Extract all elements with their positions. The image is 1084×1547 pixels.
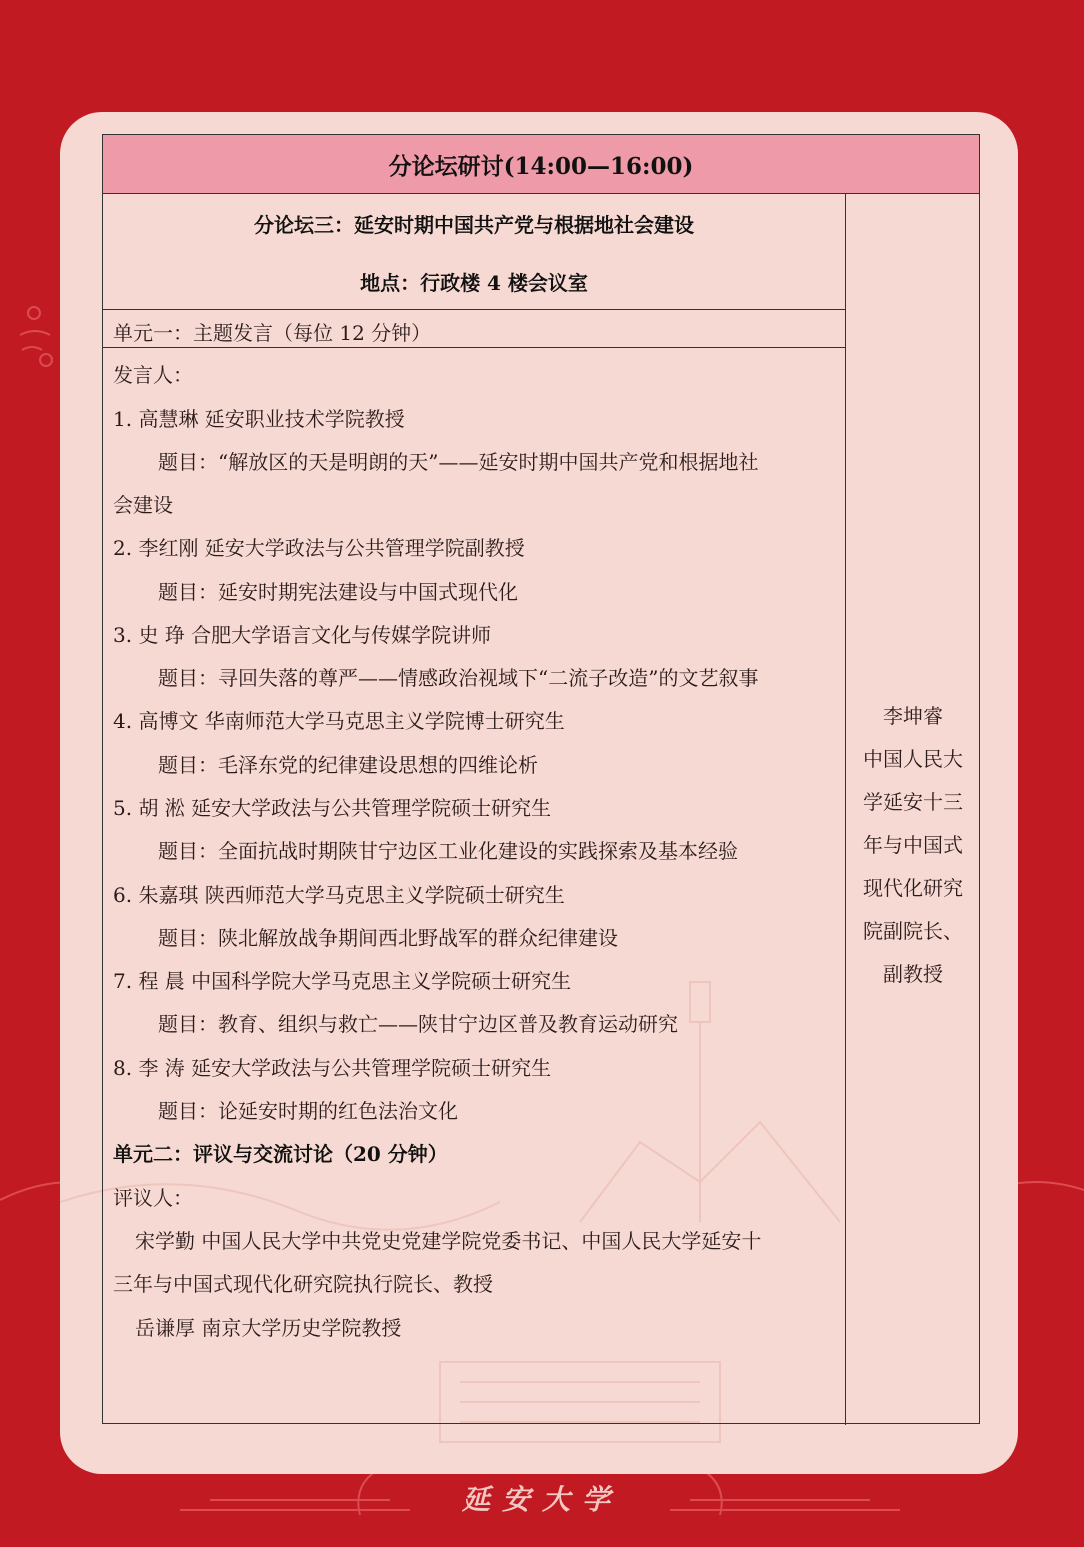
schedule-table [102,134,980,1424]
chair-cell [847,695,979,996]
column-divider [845,194,846,1425]
topic-line: 题目：陕北解放战争期间西北野战军的群众纪律建设 [158,926,618,950]
forum-location: 地点：行政楼 4 楼会议室 [360,271,588,295]
reviewer-line: 岳谦厚 南京大学历史学院教授 [135,1316,402,1340]
reviewer-line: 宋学勤 中国人民大学中共党史党建学院党委书记、中国人民大学延安十 [135,1229,762,1253]
chair-title-line: 院副院长、 [863,919,963,943]
unit1-heading: 单元一：主题发言（每位 12 分钟） [113,321,432,345]
row-divider [103,347,845,348]
topic-line: 题目：全面抗战时期陕甘宁边区工业化建设的实践探索及基本经验 [158,839,738,863]
chair-title-line: 学延安十三 [863,790,963,814]
speaker-line: 2. 李红刚 延安大学政法与公共管理学院副教授 [113,536,525,560]
speaker-line: 3. 史 琤 合肥大学语言文化与传媒学院讲师 [113,623,492,647]
chair-title-line: 中国人民大 [863,747,963,771]
forum-title: 分论坛三：延安时期中国共产党与根据地社会建设 [254,213,694,237]
row-divider [103,309,845,310]
speakers-label: 发言人： [113,363,193,387]
topic-line: 题目：寻回失落的尊严——情感政治视域下“二流子改造”的文艺叙事 [158,666,759,690]
speaker-line: 8. 李 涛 延安大学政法与公共管理学院硕士研究生 [113,1056,552,1080]
chair-title-line: 年与中国式 [863,833,963,857]
reviewer-line: 三年与中国式现代化研究院执行院长、教授 [113,1272,493,1296]
session-title: 分论坛研讨(14:00—16:00) [388,152,694,180]
schedule-card [60,112,1018,1474]
university-logo-text: 延安大学 [461,1483,622,1516]
topic-line: 题目：“解放区的天是明朗的天”——延安时期中国共产党和根据地社 [158,450,759,474]
chair-name: 李坤睿 [883,704,943,728]
speaker-line: 6. 朱嘉琪 陕西师范大学马克思主义学院硕士研究生 [113,883,565,907]
speaker-line: 1. 高慧琳 延安职业技术学院教授 [113,407,405,431]
unit2-heading: 单元二：评议与交流讨论（20 分钟） [113,1142,448,1166]
chair-title-line: 现代化研究 [863,876,963,900]
topic-line: 题目：延安时期宪法建设与中国式现代化 [158,580,518,604]
chair-title-line: 副教授 [883,962,943,986]
reviewers-label: 评议人： [113,1186,193,1210]
speaker-line: 5. 胡 淞 延安大学政法与公共管理学院硕士研究生 [113,796,552,820]
topic-line: 题目：教育、组织与救亡——陕甘宁边区普及教育运动研究 [158,1012,678,1036]
speaker-line: 4. 高博文 华南师范大学马克思主义学院博士研究生 [113,709,565,733]
topic-line: 题目：毛泽东党的纪律建设思想的四维论析 [158,753,538,777]
topic-line: 题目：论延安时期的红色法治文化 [158,1099,458,1123]
topic-line: 会建设 [113,493,173,517]
table-header [103,135,979,194]
speaker-line: 7. 程 晨 中国科学院大学马克思主义学院硕士研究生 [113,969,572,993]
